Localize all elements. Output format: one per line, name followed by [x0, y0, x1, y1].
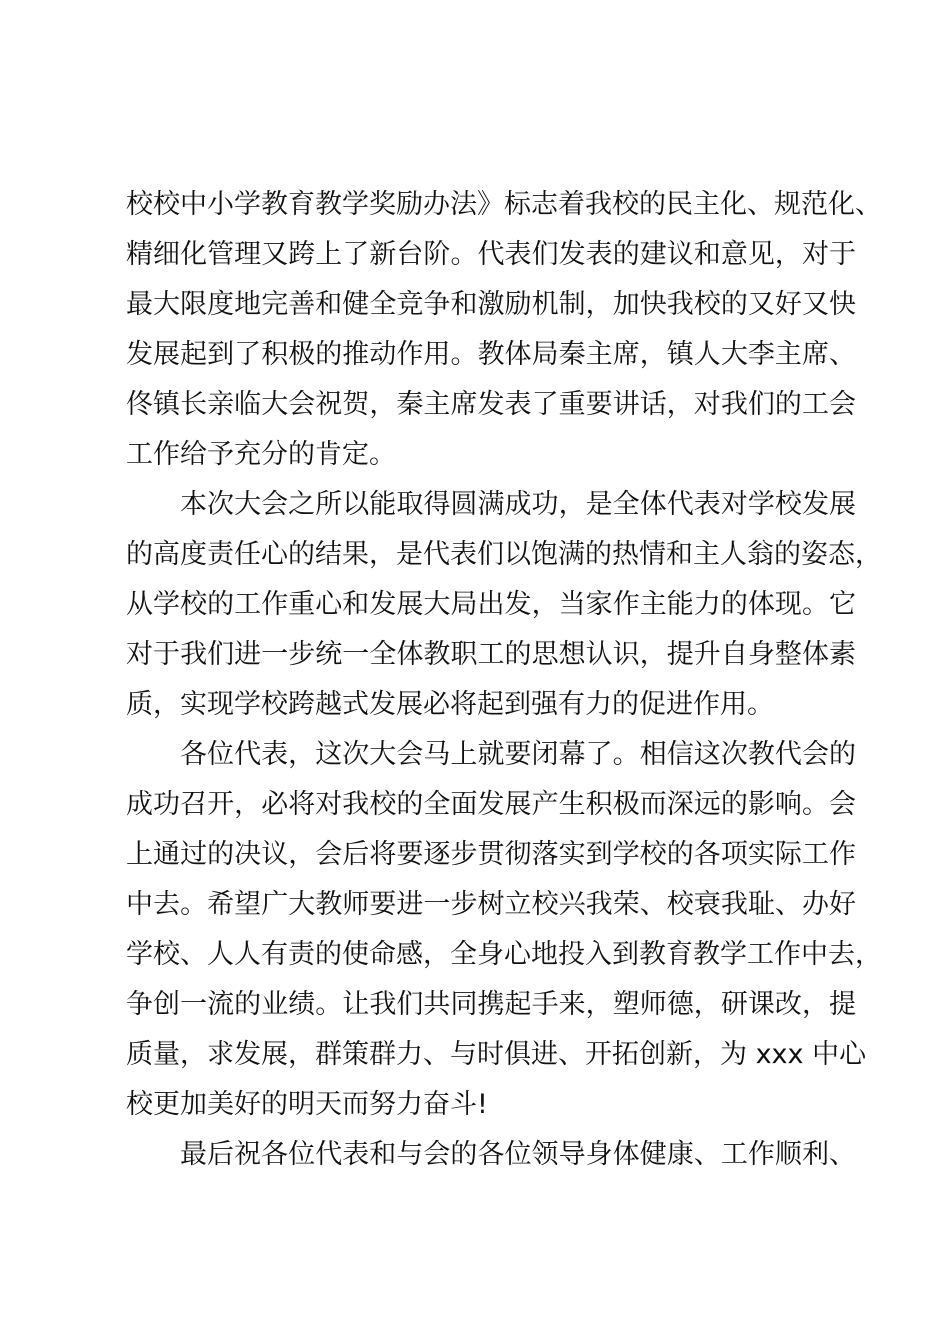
text-line: 发展起到了积极的推动作用。教体局秦主席，镇人大李主席、	[126, 339, 856, 370]
paragraph-first-line: 最后祝各位代表和与会的各位领导身体健康、工作顺利、	[180, 1139, 856, 1170]
text-line: 校更加美好的明天而努力奋斗!	[126, 1089, 488, 1120]
text-line: 的高度责任心的结果，是代表们以饱满的热情和主人翁的姿态，	[126, 539, 882, 570]
text-line: 质量，求发展，群策群力、与时俱进、开拓创新，为 xxx 中心	[126, 1039, 867, 1070]
text-line: 佟镇长亲临大会祝贺，秦主席发表了重要讲话，对我们的工会	[126, 389, 856, 420]
text-line: 从学校的工作重心和发展大局出发，当家作主能力的体现。它	[126, 589, 856, 620]
text-line: 中去。希望广大教师要进一步树立校兴我荣、校衰我耻、办好	[126, 889, 856, 920]
text-line: 工作给予充分的肯定。	[126, 439, 396, 470]
text-line: 对于我们进一步统一全体教职工的思想认识，提升自身整体素	[126, 639, 856, 670]
paragraph-first-line: 本次大会之所以能取得圆满成功，是全体代表对学校发展	[180, 489, 856, 520]
text-line: 校校中小学教育教学奖励办法》标志着我校的民主化、规范化、	[126, 189, 882, 220]
paragraph-first-line: 各位代表，这次大会马上就要闭幕了。相信这次教代会的	[180, 739, 856, 770]
text-line: 精细化管理又跨上了新台阶。代表们发表的建议和意见，对于	[126, 239, 856, 270]
text-line: 争创一流的业绩。让我们共同携起手来，塑师德，研课改，提	[126, 989, 856, 1020]
text-line: 学校、人人有责的使命感，全身心地投入到教育教学工作中去，	[126, 939, 882, 970]
text-line: 成功召开，必将对我校的全面发展产生积极而深远的影响。会	[126, 789, 856, 820]
text-line: 最大限度地完善和健全竞争和激励机制，加快我校的又好又快	[126, 289, 856, 320]
text-line: 质，实现学校跨越式发展必将起到强有力的促进作用。	[126, 689, 774, 720]
text-line: 上通过的决议，会后将要逐步贯彻落实到学校的各项实际工作	[126, 839, 856, 870]
document-body	[126, 180, 882, 1180]
